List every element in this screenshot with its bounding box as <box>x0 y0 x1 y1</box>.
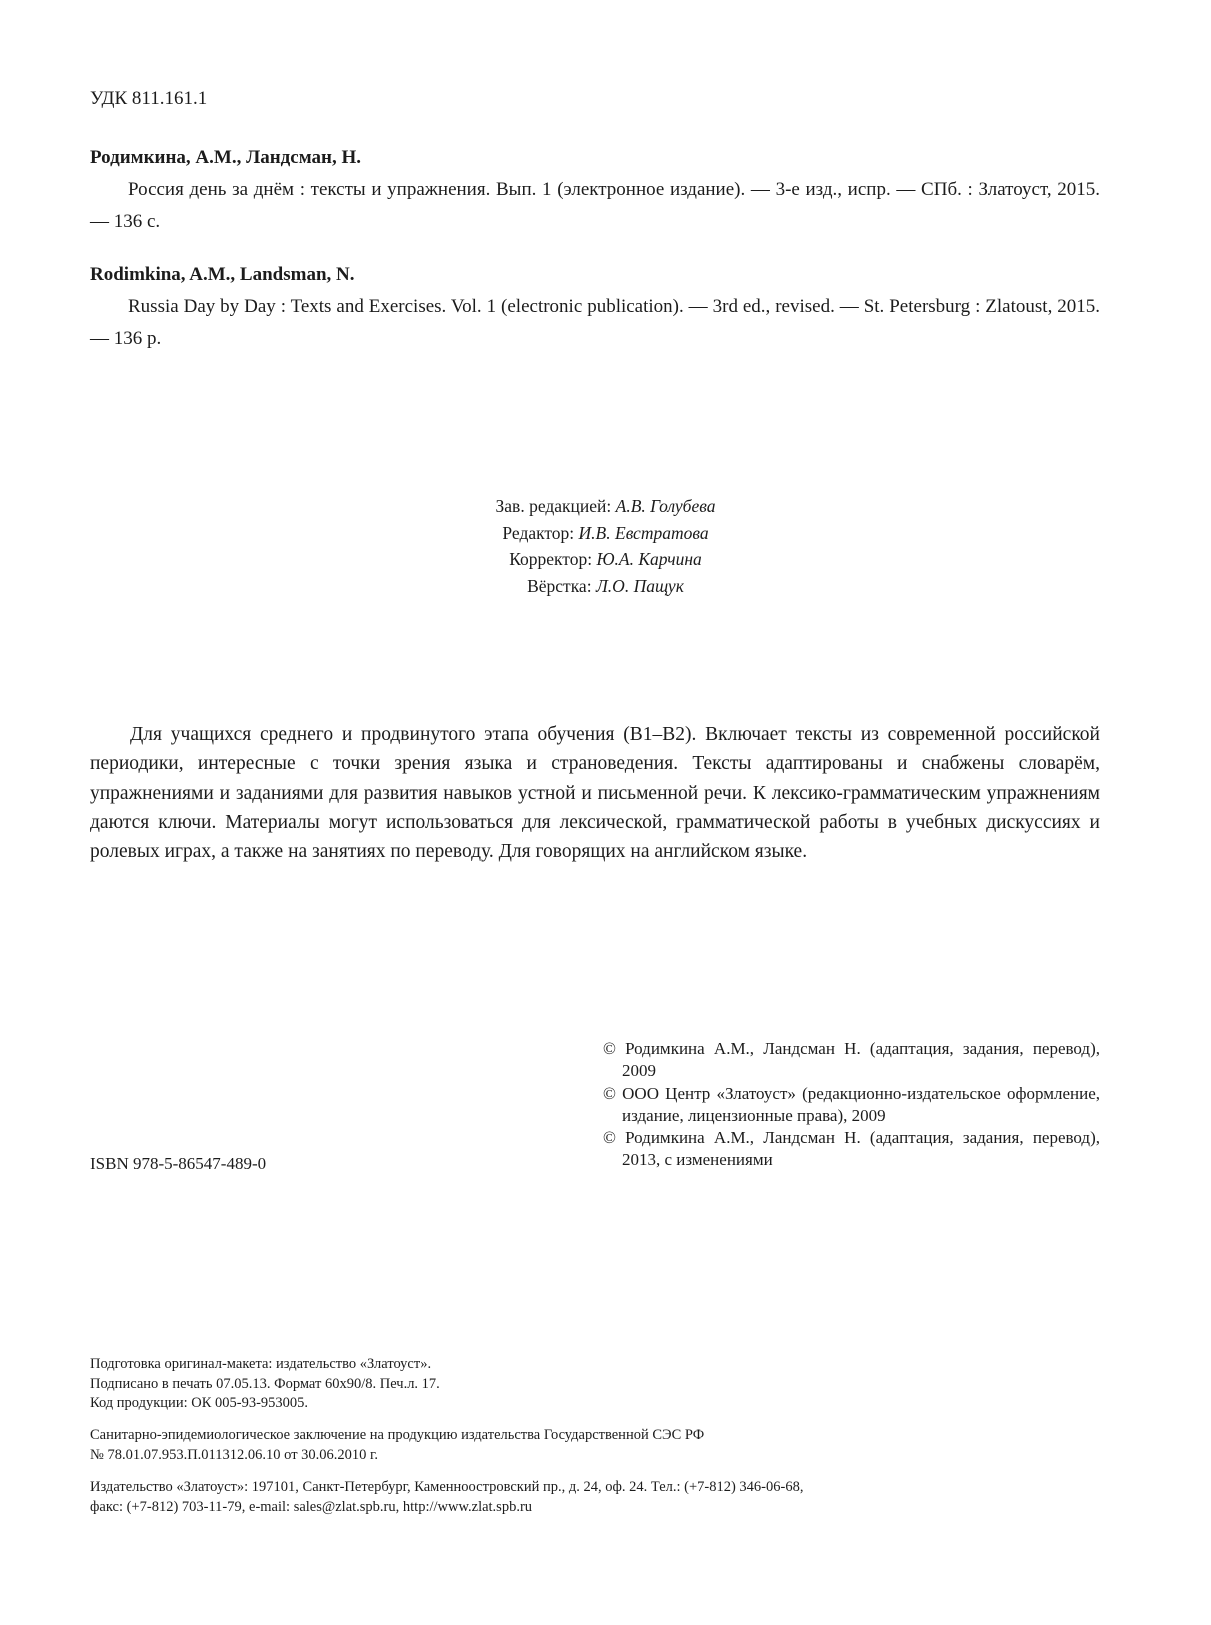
imprint-line: Код продукции: ОК 005-93-953005. <box>90 1395 309 1411</box>
editorial-credits <box>0 493 1211 599</box>
imprint-publisher-contacts <box>90 1478 1100 1517</box>
credit-chief-editor <box>0 493 1211 520</box>
description-ru: Россия день за днём : тексты и упражнения. Вып. 1 (электронное издание). — 3-е изд., испр. — СПб. : Златоуст, 2015. — 136 с. <box>90 179 1100 232</box>
credit-proofreader <box>0 546 1211 573</box>
credit-layout <box>0 573 1211 600</box>
description-en: Russia Day by Day : Texts and Exercises. Vol. 1 (electronic publication). — 3rd ed., revised. — St. Petersburg : Zlatoust, 2015. — 136 p. <box>90 296 1100 349</box>
imprint-sanitary <box>90 1426 1100 1465</box>
udk-code: УДК 811.161.1 <box>90 88 208 109</box>
copyright-line: © ООО Центр «Златоуст» (редакционно-издательское оформление, издание, лицензионные права), 2009 <box>603 1083 1100 1125</box>
isbn: ISBN 978-5-86547-489-0 <box>90 1154 267 1173</box>
copyright-line: © Родимкина А.М., Ландсман Н. (адаптация, задания, перевод), 2013, с изменениями <box>603 1128 1100 1170</box>
imprint-production <box>90 1355 1100 1414</box>
copyright-line: © Родимкина А.М., Ландсман Н. (адаптация, задания, перевод), 2009 <box>603 1039 1100 1081</box>
credit-name: Ю.А. Карчина <box>596 549 702 569</box>
authors-en: Rodimkina, A.M., Landsman, N. <box>90 264 355 285</box>
imprint-line: Издательство «Златоуст»: 197101, Санкт-Петербург, Каменноостровский пр., д. 24, оф. 24. Тел.: (+7-812) 346-06-68, <box>90 1479 804 1495</box>
credit-role: Зав. редакцией: <box>495 496 616 516</box>
credit-name: А.В. Голубева <box>615 496 716 516</box>
credit-role: Корректор: <box>509 549 597 569</box>
credit-editor <box>0 520 1211 547</box>
imprint-line: Подписано в печать 07.05.13. Формат 60х90/8. Печ.л. 17. <box>90 1375 440 1392</box>
credit-role: Вёрстка: <box>527 575 596 596</box>
bibliographic-entry-en <box>90 259 1100 355</box>
imprint-line: Подготовка оригинал-макета: издательство «Златоуст». <box>90 1356 432 1372</box>
authors-ru: Родимкина, А.М., Ландсман, Н. <box>90 147 362 168</box>
credit-name: И.В. Евстратова <box>578 522 709 543</box>
annotation-paragraph: Для учащихся среднего и продвинутого этапа обучения (В1–В2). Включает тексты из современной российской периодики, интересные с точки зрения языка и страноведения. Тексты адаптированы и снабжены словарём, упражнениями и заданиями для развития навыков устной и письменной речи. К лексико-грамматическим упражнениям даются ключи. Материалы могут использоваться для лексической, грамматической работы в учебных дискуссиях и ролевых играх, а также на занятиях по переводу. Для говорящих на английском языке. <box>90 724 1100 863</box>
imprint-line: факс: (+7-812) 703-11-79, e-mail: sales@zlat.spb.ru, http://www.zlat.spb.ru <box>90 1498 533 1515</box>
copyright-notices <box>603 1038 1100 1172</box>
credit-name: Л.О. Пащук <box>595 575 684 596</box>
imprint-line: Санитарно-эпидемиологическое заключение на продукцию издательства Государственной СЭС РФ <box>90 1427 705 1443</box>
imprint-line: № 78.01.07.953.П.011312.06.10 от 30.06.2010 г. <box>90 1446 378 1463</box>
bibliographic-entry-ru <box>90 142 1100 238</box>
credit-role: Редактор: <box>502 522 579 543</box>
